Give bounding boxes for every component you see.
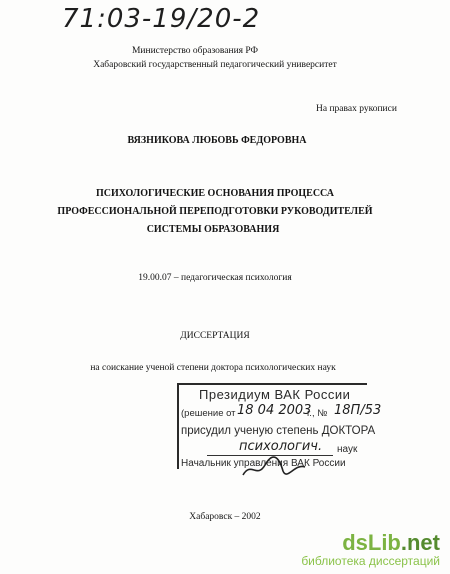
ministry-line: Министерство образования РФ [131, 46, 259, 56]
title-line-2: ПРОФЕССИОНАЛЬНОЙ ПЕРЕПОДГОТОВКИ РУКОВОДИТЕЛЕЙ [57, 206, 373, 217]
dslib-watermark [301, 530, 440, 568]
vak-stamp [177, 383, 382, 469]
title-line-3: СИСТЕМЫ ОБРАЗОВАНИЯ [146, 224, 280, 235]
stamp-awarded-line: присудил ученую степень ДОКТОРА [181, 425, 376, 437]
dslib-caption: библиотека диссертаций [301, 554, 440, 568]
stamp-decision-prefix: (решение от [181, 408, 236, 419]
stamp-head-line: Начальник управления ВАК России [181, 458, 346, 469]
degree-line: на соискание ученой степени доктора психологических наук [90, 363, 336, 373]
stamp-field-handwritten: психологич. [239, 439, 323, 454]
stamp-decision-mid: г., № [307, 408, 328, 419]
stamp-decision-number: 18П/53 [334, 403, 382, 418]
stamp-decision-date: 18 04 2003 [237, 403, 312, 418]
handwritten-catalog-number: 71:03-19/20-2 [62, 4, 261, 34]
dslib-logo: dsLib.net [342, 530, 440, 555]
city-year: Хабаровск – 2002 [189, 512, 261, 522]
university-line: Хабаровский государственный педагогический университет [93, 60, 337, 70]
specialty-line: 19.00.07 – педагогическая психология [138, 273, 292, 283]
stamp-title: Президиум ВАК России [199, 387, 351, 402]
rights-label: На правах рукописи [316, 104, 397, 114]
stamp-field-suffix: наук [337, 444, 358, 455]
stamp-signature [239, 453, 309, 483]
document-type: ДИССЕРТАЦИЯ [180, 331, 250, 341]
title-line-1: ПСИХОЛОГИЧЕСКИЕ ОСНОВАНИЯ ПРОЦЕССА [95, 188, 334, 199]
author-name: ВЯЗНИКОВА ЛЮБОВЬ ФЕДОРОВНА [127, 135, 307, 146]
